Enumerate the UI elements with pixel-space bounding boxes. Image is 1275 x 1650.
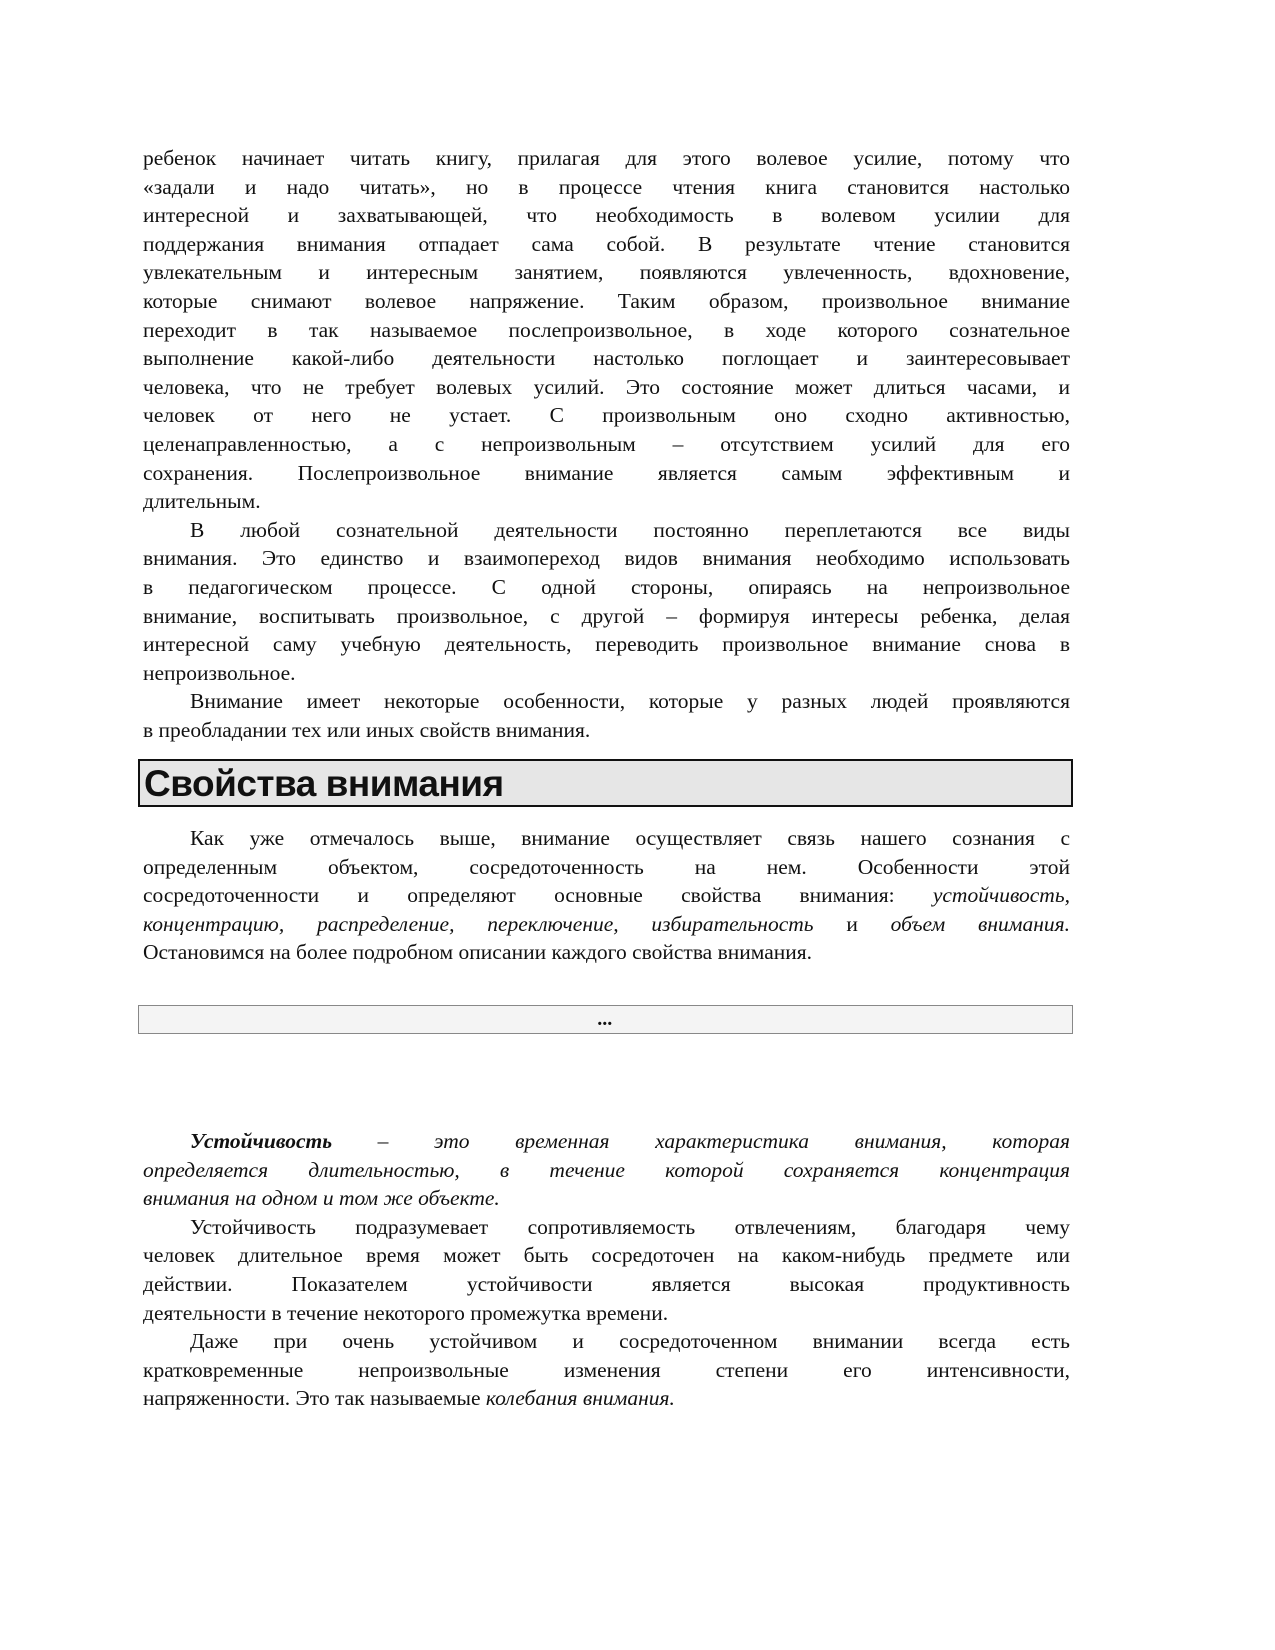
text-segment: деятельности в течение некоторого промежутка времени. [143,1300,669,1325]
text-line [143,1241,1070,1270]
text-line [143,173,1070,202]
text-segment: Внимание имеет некоторые особенности, которые у разных людей проявляются [190,689,1070,714]
text-line [143,1184,1070,1213]
text-line [143,1127,1070,1156]
text-segment: в педагогическом процессе. С одной стороны, опираясь на непроизвольное [143,574,1070,599]
text-segment: интересной и захватывающей, что необходимость в волевом усилии для [143,203,1070,228]
text-line [143,373,1070,402]
text-line [143,881,1070,910]
text-line [143,230,1070,259]
text-line [143,573,1070,602]
text-segment: напряженности. Это так называемые [143,1386,486,1411]
text-line [143,687,1070,716]
text-line [143,1384,1070,1413]
text-line [143,516,1070,545]
text-segment: внимания. Это единство и взаимопереход видов внимания необходимо использовать [143,546,1070,571]
emphasized-text: – это временная характеристика внимания, которая [332,1129,1070,1153]
emphasized-text: определяется длительностью, в течение которой сохраняется концентрация [143,1157,1070,1182]
text-segment: кратковременные непроизвольные изменения степени его интенсивности, [143,1357,1070,1382]
text-line [143,659,1070,688]
text-segment: сосредоточенности и определяют основные свойства внимания: [143,883,933,908]
text-segment: выполнение какой-либо деятельности настолько поглощает и заинтересовывает [143,346,1070,371]
text-line [143,938,1070,967]
emphasized-text: внимания на одном и том же объекте. [143,1186,500,1211]
text-line [143,201,1070,230]
text-line [143,630,1070,659]
text-segment: целенаправленностью, а с непроизвольным – отсутствием усилий для его [143,431,1070,456]
text-segment: «задали и надо читать», но в процессе чтения книга становится настолько [143,174,1070,199]
paragraph [143,144,1070,516]
text-segment: поддержания внимания отпадает сама собой. В результате чтение становится [143,231,1070,256]
text-segment: ребенок начинает читать книгу, прилагая для этого волевое усилие, потому что [143,146,1070,170]
text-line [143,716,1070,745]
ellipsis-text: ... [598,1008,613,1030]
section-heading: Свойства внимания [144,763,504,804]
text-line [143,344,1070,373]
text-segment: длительным. [143,489,261,514]
text-line [143,459,1070,488]
text-segment: в преобладании тех или иных свойств внимания. [143,717,591,742]
text-segment: внимание, воспитывать произвольное, с другой – формируя интересы ребенка, делая [143,603,1070,628]
text-segment: увлекательным и интересным занятием, появляются увлеченность, вдохновение, [143,260,1070,285]
text-line [143,910,1070,939]
text-line [143,1299,1070,1328]
text-segment: В любой сознательной деятельности постоянно переплетаются все виды [190,517,1070,542]
paragraph [143,1327,1070,1413]
paragraph [143,1213,1070,1327]
emphasized-text: концентрацию, распределение, переключение, избирательность [143,911,814,936]
text-line [143,487,1070,516]
text-line [143,1270,1070,1299]
text-line [143,1156,1070,1185]
paragraph [143,687,1070,744]
emphasized-text: устойчивость, [932,883,1070,908]
text-line [143,258,1070,287]
paragraph [143,824,1070,967]
text-line [143,287,1070,316]
text-segment: которые снимают волевое напряжение. Таким образом, произвольное внимание [143,288,1070,313]
text-segment: Как уже отмечалось выше, внимание осуществляет связь нашего сознания с [190,826,1070,850]
text-line [143,1327,1070,1356]
text-line [143,544,1070,573]
text-line [143,1356,1070,1385]
text-line [143,430,1070,459]
text-segment: переходит в так называемое послепроизвольное, в ходе которого сознательное [143,317,1070,342]
paragraph [143,516,1070,688]
paragraph [143,1127,1070,1213]
emphasized-text: колебания внимания. [485,1386,675,1411]
text-line [143,401,1070,430]
text-line [143,316,1070,345]
text-line [143,602,1070,631]
emphasized-text: объем внимания. [890,911,1071,936]
text-segment: сохранения. Послепроизвольное внимание является самым эффективным и [143,460,1070,485]
text-line [143,144,1070,173]
omitted-content-box [138,1005,1073,1034]
text-segment: человек от него не устает. С произвольным оно сходно активностью, [143,403,1070,428]
text-line [143,853,1070,882]
text-line [143,824,1070,853]
text-segment: Даже при очень устойчивом и сосредоточенном внимании всегда есть [190,1329,1070,1354]
text-segment: Устойчивость подразумевает сопротивляемость отвлечениям, благодаря чему [190,1214,1070,1239]
text-block-properties [143,824,1070,967]
text-block-stability [143,1127,1070,1413]
text-segment: Остановимся на более подробном описании каждого свойства внимания. [143,940,813,965]
text-segment: человек длительное время может быть сосредоточен на каком-нибудь предмете или [143,1243,1070,1268]
text-segment: интересной саму учебную деятельность, переводить произвольное внимание снова в [143,632,1070,657]
text-segment: и [813,911,891,936]
text-segment: человека, что не требует волевых усилий. Это состояние может длиться часами, и [143,374,1070,399]
text-segment: определенным объектом, сосредоточенность на нем. Особенности этой [143,854,1070,879]
section-heading-box [138,759,1073,807]
text-segment: действии. Показателем устойчивости является высокая продуктивность [143,1271,1070,1296]
text-block-intro [143,144,1070,744]
text-line [143,1213,1070,1242]
emphasized-text: Устойчивость [190,1129,333,1153]
text-segment: непроизвольное. [143,660,296,685]
